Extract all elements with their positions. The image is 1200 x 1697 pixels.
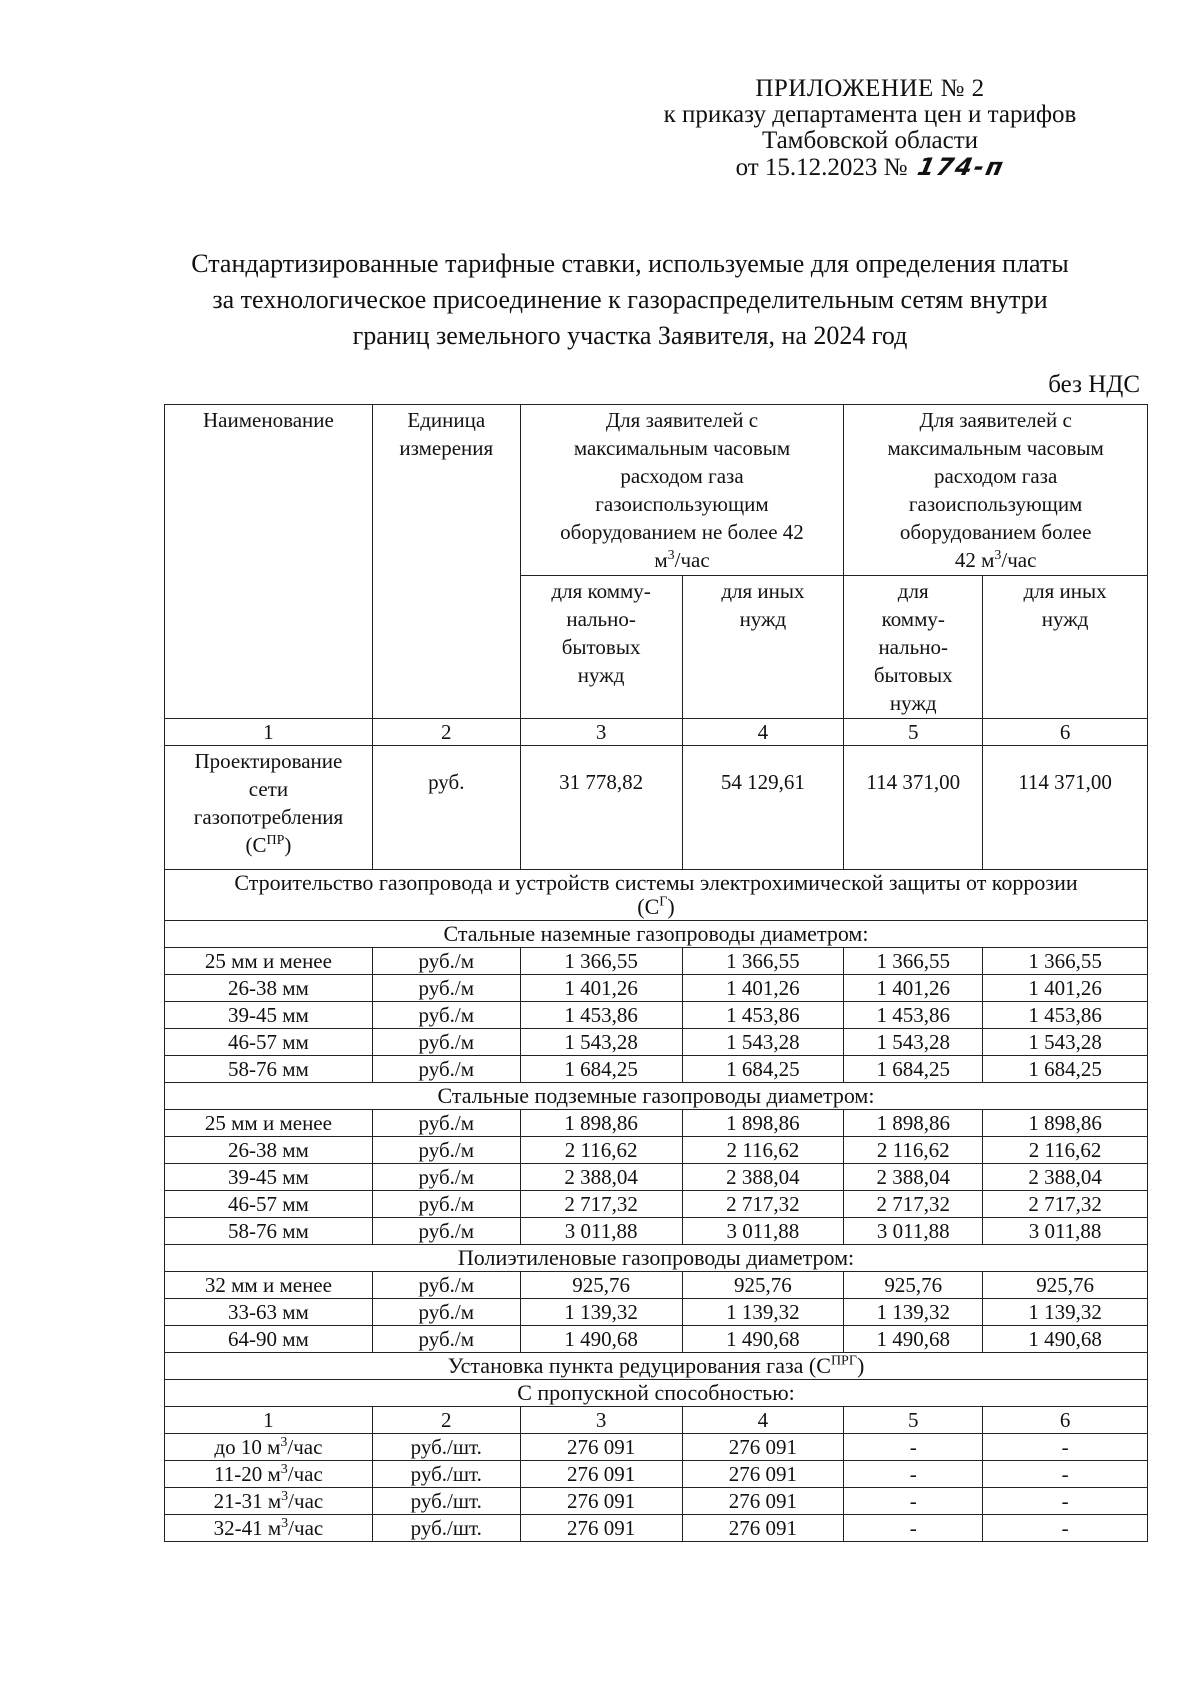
subheader-communal-a: для комму- нально- бытовых нужд <box>520 576 682 719</box>
subheader-other-a: для иных нужд <box>682 576 844 719</box>
row-value: 2 116,62 <box>682 1137 844 1164</box>
row-unit: руб./м <box>372 1137 520 1164</box>
table-row <box>165 1191 1148 1218</box>
row-value: 276 091 <box>682 1488 844 1515</box>
table-row <box>165 1272 1148 1299</box>
steel-above-heading-row <box>165 921 1148 948</box>
row-unit: руб./м <box>372 948 520 975</box>
row-unit: руб./шт. <box>372 1434 520 1461</box>
table-row <box>165 1515 1148 1542</box>
row-value: 1 684,25 <box>682 1056 844 1083</box>
document-header <box>610 76 1130 181</box>
row-value: 1 401,26 <box>520 975 682 1002</box>
row-value: 276 091 <box>682 1515 844 1542</box>
design-unit: руб. <box>372 746 520 870</box>
row-value: 1 684,25 <box>844 1056 983 1083</box>
column-number: 1 <box>165 1407 373 1434</box>
row-value: 2 717,32 <box>983 1191 1148 1218</box>
column-number: 5 <box>844 719 983 746</box>
row-unit: руб./м <box>372 1056 520 1083</box>
row-value: 1 139,32 <box>844 1299 983 1326</box>
design-row <box>165 746 1148 870</box>
row-value: - <box>844 1434 983 1461</box>
row-value: 1 684,25 <box>520 1056 682 1083</box>
row-name: до 10 $м^3$/час <box>165 1434 373 1461</box>
row-value: 2 116,62 <box>844 1137 983 1164</box>
row-unit: руб./м <box>372 1002 520 1029</box>
column-number: 2 <box>372 1407 520 1434</box>
row-value: 276 091 <box>520 1461 682 1488</box>
row-value: 1 543,28 <box>983 1029 1148 1056</box>
construction-heading-row <box>165 870 1148 921</box>
table-row <box>165 1029 1148 1056</box>
header-group-over-42: Для заявителей с максимальным часовым расходом газа газоиспользующим оборудованием более 42 $м^3$/час <box>844 405 1148 576</box>
design-value: 54 129,61 <box>682 746 844 870</box>
order-date: от 15.12.2023 № <box>735 154 908 181</box>
row-value: 1 401,26 <box>983 975 1148 1002</box>
row-unit: руб./м <box>372 1164 520 1191</box>
row-unit: руб./шт. <box>372 1515 520 1542</box>
row-value: 2 116,62 <box>520 1137 682 1164</box>
row-value: 1 366,55 <box>682 948 844 975</box>
row-unit: руб./м <box>372 1191 520 1218</box>
row-value: 2 388,04 <box>682 1164 844 1191</box>
row-value: 1 490,68 <box>520 1326 682 1353</box>
reduction-heading-row <box>165 1353 1148 1380</box>
row-value: 2 717,32 <box>682 1191 844 1218</box>
row-name: 25 мм и менее <box>165 948 373 975</box>
table-header-row <box>165 405 1148 576</box>
table-row <box>165 1488 1148 1515</box>
row-value: 276 091 <box>520 1515 682 1542</box>
row-value: 1 898,86 <box>983 1110 1148 1137</box>
row-value: 1 898,86 <box>844 1110 983 1137</box>
row-value: 2 388,04 <box>520 1164 682 1191</box>
vat-note: без НДС <box>1048 371 1140 398</box>
row-name: 32-41 $м^3$/час <box>165 1515 373 1542</box>
column-number: 6 <box>983 1407 1148 1434</box>
row-value: 276 091 <box>520 1434 682 1461</box>
row-value: - <box>983 1488 1148 1515</box>
row-name: 39-45 мм <box>165 1002 373 1029</box>
row-name: 26-38 мм <box>165 1137 373 1164</box>
column-number-row-repeat <box>165 1407 1148 1434</box>
row-value: 1 490,68 <box>983 1326 1148 1353</box>
column-number: 4 <box>682 1407 844 1434</box>
table-row <box>165 1137 1148 1164</box>
row-value: 1 139,32 <box>983 1299 1148 1326</box>
row-value: 3 011,88 <box>520 1218 682 1245</box>
row-value: - <box>983 1515 1148 1542</box>
row-value: 1 453,86 <box>844 1002 983 1029</box>
table-row <box>165 1218 1148 1245</box>
row-name: 46-57 мм <box>165 1029 373 1056</box>
table-row <box>165 1164 1148 1191</box>
row-name: 21-31 $м^3$/час <box>165 1488 373 1515</box>
table-row <box>165 1110 1148 1137</box>
row-unit: руб./м <box>372 1299 520 1326</box>
row-value: 2 116,62 <box>983 1137 1148 1164</box>
table-row <box>165 948 1148 975</box>
row-unit: руб./м <box>372 1272 520 1299</box>
column-number: 4 <box>682 719 844 746</box>
row-name: 58-76 мм <box>165 1056 373 1083</box>
design-value: 114 371,00 <box>983 746 1148 870</box>
row-value: 1 139,32 <box>520 1299 682 1326</box>
row-value: 3 011,88 <box>682 1218 844 1245</box>
row-unit: руб./м <box>372 975 520 1002</box>
subheader-other-b: для иных нужд <box>983 576 1148 719</box>
table-row <box>165 975 1148 1002</box>
column-number: 2 <box>372 719 520 746</box>
row-value: - <box>844 1515 983 1542</box>
row-value: 925,76 <box>682 1272 844 1299</box>
title-line-3: границ земельного участка Заявителя, на 2024 год <box>352 321 908 350</box>
row-name: 25 мм и менее <box>165 1110 373 1137</box>
row-value: 1 401,26 <box>844 975 983 1002</box>
table-row <box>165 1299 1148 1326</box>
row-value: 925,76 <box>520 1272 682 1299</box>
row-value: 1 543,28 <box>844 1029 983 1056</box>
row-value: - <box>844 1488 983 1515</box>
row-unit: руб./м <box>372 1110 520 1137</box>
row-value: 1 543,28 <box>520 1029 682 1056</box>
row-name: 39-45 мм <box>165 1164 373 1191</box>
steel-above-heading: Стальные наземные газопроводы диаметром: <box>165 921 1148 948</box>
row-name: 11-20 $м^3$/час <box>165 1461 373 1488</box>
row-name: 33-63 мм <box>165 1299 373 1326</box>
capacity-heading-row <box>165 1380 1148 1407</box>
title-line-1: Стандартизированные тарифные ставки, используемые для определения платы <box>191 249 1069 278</box>
row-value: 1 366,55 <box>983 948 1148 975</box>
row-name: 26-38 мм <box>165 975 373 1002</box>
row-value: 925,76 <box>983 1272 1148 1299</box>
row-value: 1 490,68 <box>844 1326 983 1353</box>
column-number: 1 <box>165 719 373 746</box>
row-value: 276 091 <box>682 1461 844 1488</box>
row-name: 32 мм и менее <box>165 1272 373 1299</box>
row-name: 64-90 мм <box>165 1326 373 1353</box>
row-value: 1 684,25 <box>983 1056 1148 1083</box>
appendix-title: ПРИЛОЖЕНИЕ № 2 <box>755 75 985 102</box>
design-value: 114 371,00 <box>844 746 983 870</box>
handwritten-order-number: 174-п <box>914 153 1008 181</box>
row-value: 2 388,04 <box>844 1164 983 1191</box>
row-value: 276 091 <box>682 1434 844 1461</box>
row-value: - <box>844 1461 983 1488</box>
title-line-2: за технологическое присоединение к газораспределительным сетям внутри <box>212 285 1048 314</box>
design-value: 31 778,82 <box>520 746 682 870</box>
row-value: 1 453,86 <box>520 1002 682 1029</box>
row-value: 1 139,32 <box>682 1299 844 1326</box>
column-number: 3 <box>520 719 682 746</box>
header-group-up-to-42: Для заявителей с максимальным часовым расходом газа газоиспользующим оборудованием не более 42 $м^3$/час <box>520 405 844 576</box>
row-value: 1 543,28 <box>682 1029 844 1056</box>
row-value: 925,76 <box>844 1272 983 1299</box>
column-number: 6 <box>983 719 1148 746</box>
row-value: 1 490,68 <box>682 1326 844 1353</box>
header-unit: Единица измерения <box>372 405 520 719</box>
row-value: 2 717,32 <box>520 1191 682 1218</box>
construction-heading: Строительство газопровода и устройств системы электрохимической защиты от коррозии $(С^Г)$ <box>165 870 1148 921</box>
column-number: 3 <box>520 1407 682 1434</box>
reduction-heading: Установка пункта редуцирования газа $(С^{ПРГ})$ <box>165 1353 1148 1380</box>
design-name: Проектирование сети газопотребления $(С^{ПР})$ <box>165 746 373 870</box>
column-number: 5 <box>844 1407 983 1434</box>
row-value: 1 453,86 <box>983 1002 1148 1029</box>
order-date-line <box>610 154 1130 181</box>
row-value: 2 388,04 <box>983 1164 1148 1191</box>
row-value: - <box>983 1434 1148 1461</box>
capacity-heading: С пропускной способностью: <box>165 1380 1148 1407</box>
tariff-table <box>164 404 1148 1542</box>
row-unit: руб./шт. <box>372 1488 520 1515</box>
polyethylene-heading: Полиэтиленовые газопроводы диаметром: <box>165 1245 1148 1272</box>
header-name: Наименование <box>165 405 373 719</box>
row-unit: руб./м <box>372 1218 520 1245</box>
row-value: 1 366,55 <box>520 948 682 975</box>
table-row <box>165 1326 1148 1353</box>
row-unit: руб./м <box>372 1029 520 1056</box>
polyethylene-heading-row <box>165 1245 1148 1272</box>
region-name: Тамбовской области <box>761 127 979 154</box>
row-value: 3 011,88 <box>844 1218 983 1245</box>
table-row <box>165 1434 1148 1461</box>
document-title <box>150 246 1110 354</box>
row-value: 1 898,86 <box>520 1110 682 1137</box>
row-unit: руб./шт. <box>372 1461 520 1488</box>
steel-under-heading: Стальные подземные газопроводы диаметром: <box>165 1083 1148 1110</box>
row-value: 1 366,55 <box>844 948 983 975</box>
order-reference: к приказу департамента цен и тарифов <box>663 101 1077 128</box>
row-value: 3 011,88 <box>983 1218 1148 1245</box>
table-row <box>165 1002 1148 1029</box>
row-value: 1 453,86 <box>682 1002 844 1029</box>
row-name: 46-57 мм <box>165 1191 373 1218</box>
row-value: 1 401,26 <box>682 975 844 1002</box>
row-value: - <box>983 1461 1148 1488</box>
table-row <box>165 1056 1148 1083</box>
row-unit: руб./м <box>372 1326 520 1353</box>
row-value: 2 717,32 <box>844 1191 983 1218</box>
row-value: 276 091 <box>520 1488 682 1515</box>
column-number-row <box>165 719 1148 746</box>
row-value: 1 898,86 <box>682 1110 844 1137</box>
table-row <box>165 1461 1148 1488</box>
subheader-communal-b: для комму- нально- бытовых нужд <box>844 576 983 719</box>
steel-under-heading-row <box>165 1083 1148 1110</box>
row-name: 58-76 мм <box>165 1218 373 1245</box>
